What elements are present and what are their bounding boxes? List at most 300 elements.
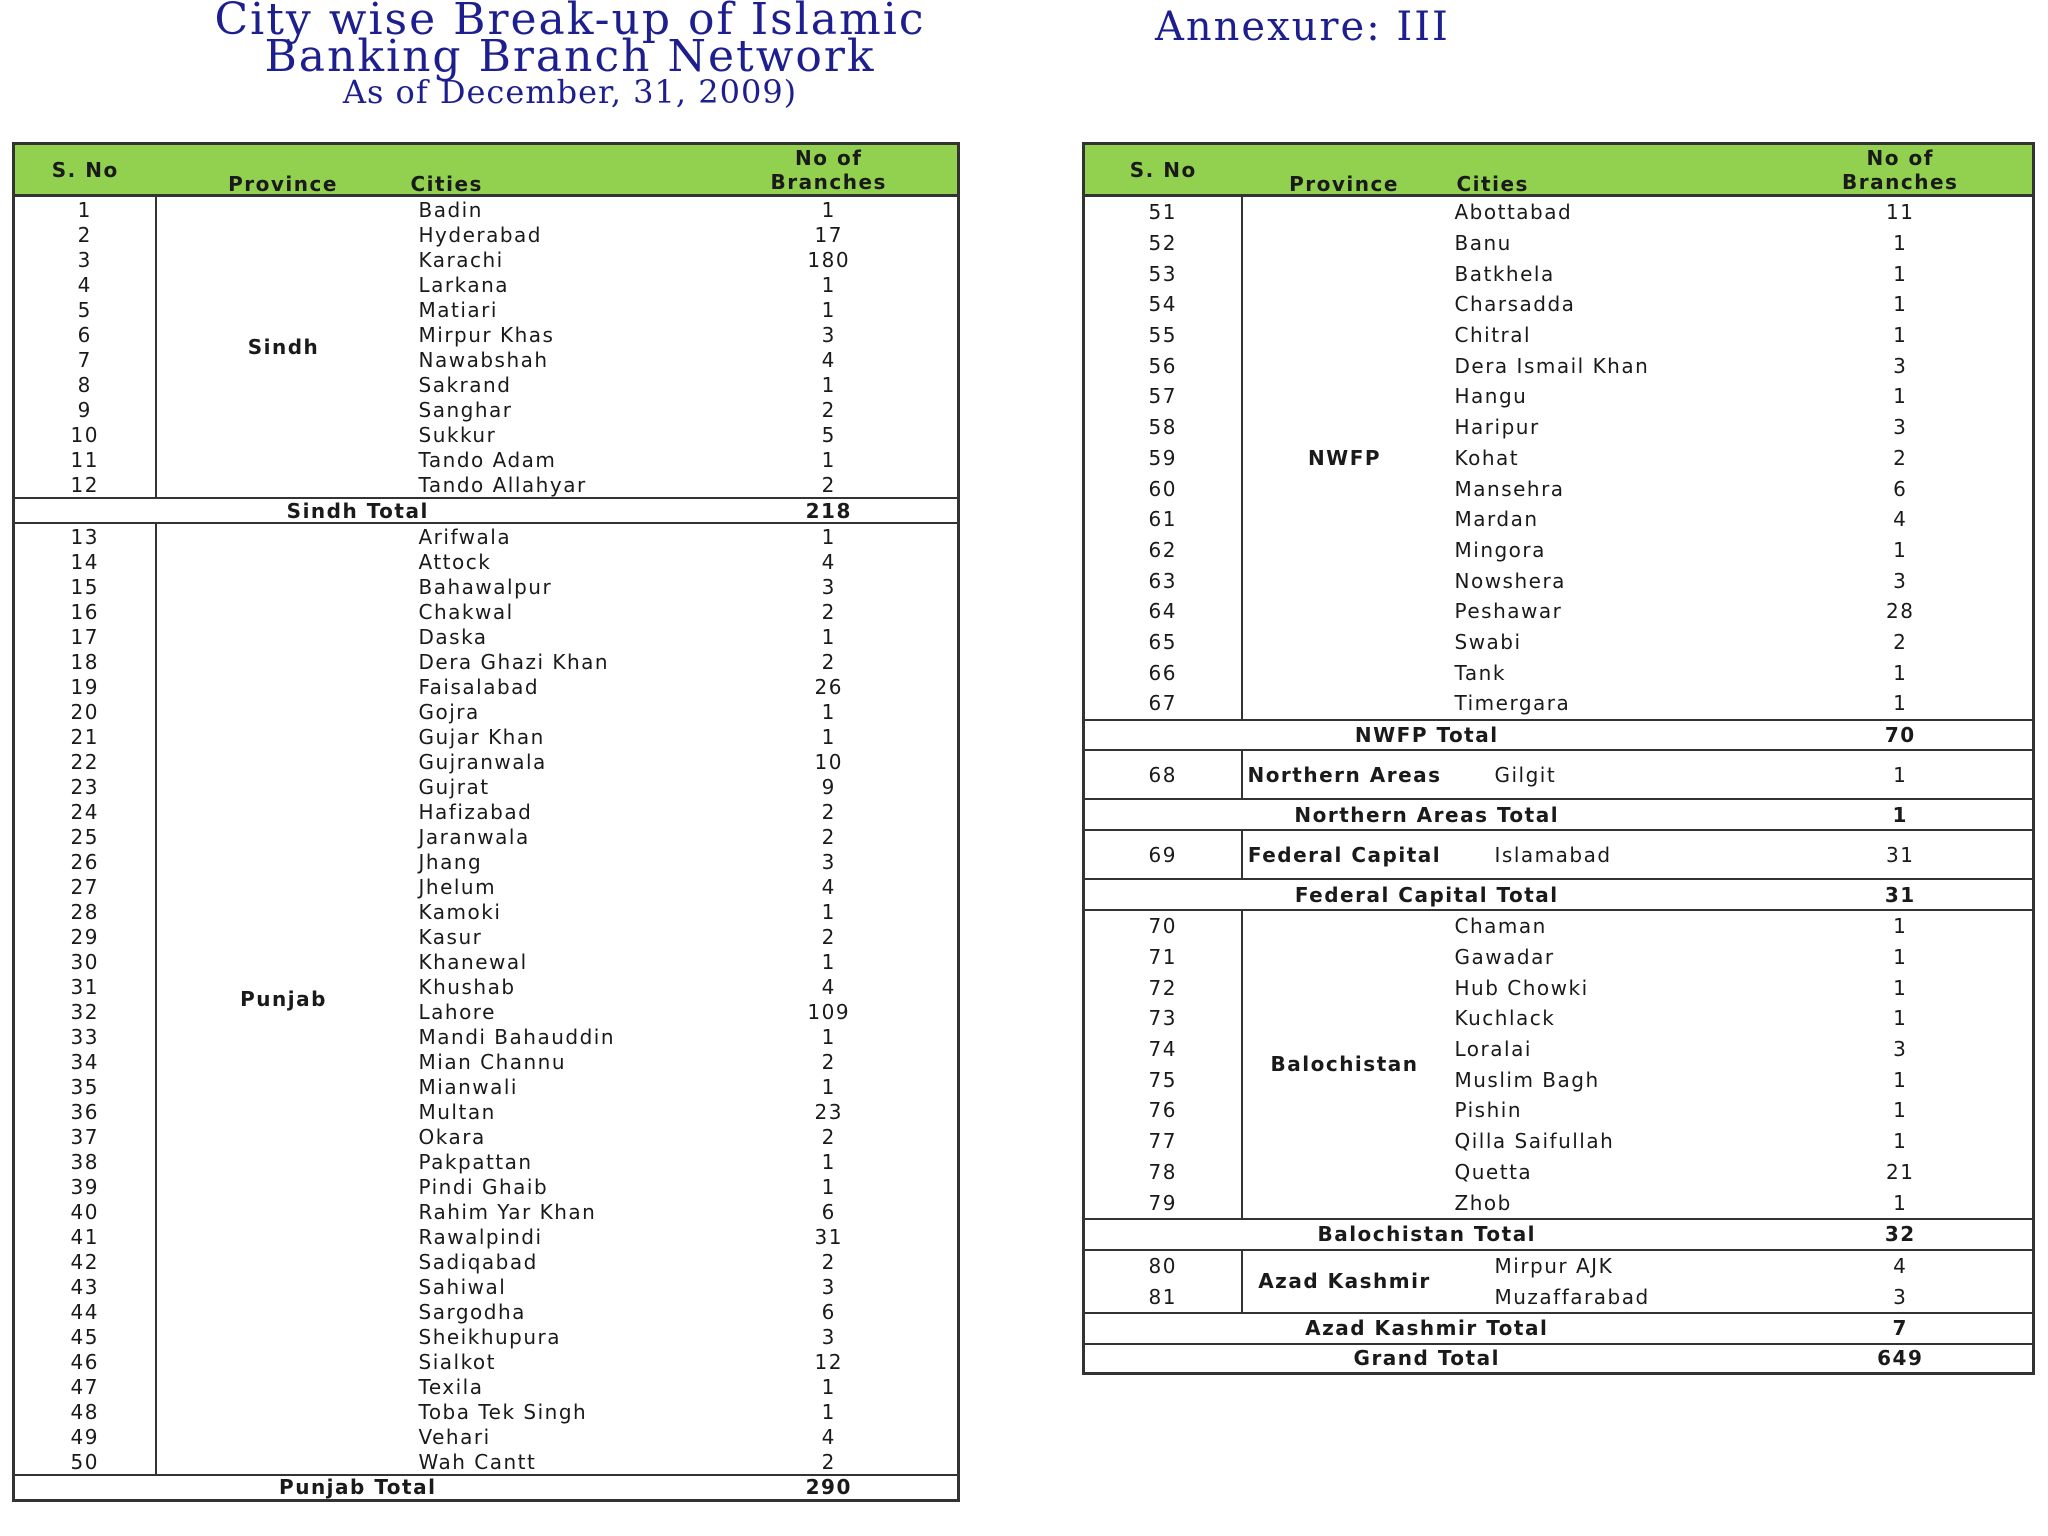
serial-number: 81 — [1084, 1281, 1242, 1313]
city-name: Rahim Yar Khan — [418, 1199, 597, 1224]
branch-count: 6 — [821, 1299, 836, 1324]
table-row — [14, 949, 959, 974]
branch-count: 2 — [1893, 629, 1908, 654]
city-name: Zhob — [1454, 1190, 1512, 1215]
branch-count: 9 — [821, 774, 836, 799]
city-name: Larkana — [418, 272, 510, 297]
table-row — [14, 899, 959, 924]
serial-number: 72 — [1084, 972, 1242, 1003]
table-row — [1084, 350, 2034, 381]
branch-count: 1 — [1893, 914, 1908, 939]
serial-number: 60 — [1084, 473, 1242, 504]
table-row — [14, 999, 959, 1024]
branch-count: 3 — [1893, 568, 1908, 593]
serial-number: 38 — [14, 1149, 156, 1174]
branch-count: 3 — [1893, 1037, 1908, 1062]
table-row — [14, 247, 959, 272]
table-row — [14, 724, 959, 749]
serial-number: 78 — [1084, 1156, 1242, 1187]
city-name: Kuchlack — [1454, 1006, 1556, 1031]
branch-count: 31 — [814, 1224, 843, 1249]
city-name: Arifwala — [418, 524, 512, 549]
branch-count: 17 — [814, 222, 843, 247]
header-province: Province — [1242, 144, 1447, 196]
table-row — [14, 874, 959, 899]
serial-number: 68 — [1084, 750, 1242, 799]
annexure-label: Annexure: III — [1155, 4, 1450, 50]
table-row — [1084, 412, 2034, 443]
serial-number: 9 — [14, 397, 156, 422]
table-row — [1084, 1034, 2034, 1065]
table-row — [14, 1199, 959, 1224]
header-branches-line1: No of — [795, 146, 863, 170]
table-row — [14, 1299, 959, 1324]
table-row — [14, 272, 959, 297]
city-name: Sargodha — [418, 1299, 526, 1324]
city-name: Pindi Ghaib — [418, 1174, 549, 1199]
serial-number: 35 — [14, 1074, 156, 1099]
city-name: Mian Channu — [418, 1049, 567, 1074]
table-row — [14, 1324, 959, 1349]
table-row — [1084, 688, 2034, 720]
city-name: Hafizabad — [418, 799, 533, 824]
city-name: Karachi — [418, 247, 504, 272]
city-name: Muzaffarabad — [1494, 1284, 1650, 1309]
city-name: Kohat — [1454, 445, 1520, 470]
city-name: Qilla Saifullah — [1454, 1129, 1615, 1154]
table-row — [14, 322, 959, 347]
city-name: Jhelum — [418, 874, 497, 899]
serial-number: 28 — [14, 899, 156, 924]
branch-count: 1 — [821, 949, 836, 974]
city-name: Sahiwal — [418, 1274, 507, 1299]
serial-number: 21 — [14, 724, 156, 749]
subtotal-label: Northern Areas Total — [1084, 799, 1769, 830]
branch-count: 1 — [1893, 537, 1908, 562]
table-row — [1084, 1064, 2034, 1095]
city-name: Attock — [418, 549, 492, 574]
serial-number: 75 — [1084, 1064, 1242, 1095]
table-row — [1084, 1156, 2034, 1187]
subtotal-label: Sindh Total — [14, 498, 701, 523]
city-name: Mianwali — [418, 1074, 518, 1099]
branch-count: 2 — [821, 599, 836, 624]
branch-count: 4 — [821, 974, 836, 999]
serial-number: 27 — [14, 874, 156, 899]
city-name: Islamabad — [1494, 842, 1612, 867]
table-row — [1084, 258, 2034, 289]
province-name: Punjab — [156, 523, 411, 1475]
serial-number: 31 — [14, 974, 156, 999]
city-name: Kamoki — [418, 899, 502, 924]
branch-count: 1 — [821, 1374, 836, 1399]
table-row — [14, 1074, 959, 1099]
table-row — [1084, 504, 2034, 535]
branch-count: 1 — [1893, 691, 1908, 716]
serial-number: 11 — [14, 447, 156, 472]
table-row — [14, 649, 959, 674]
table-row — [14, 196, 959, 223]
branch-count: 1 — [821, 372, 836, 397]
grand-total-label: Grand Total — [1084, 1344, 1769, 1374]
serial-number: 14 — [14, 549, 156, 574]
serial-number: 47 — [14, 1374, 156, 1399]
branch-count: 1 — [1893, 660, 1908, 685]
branch-count: 2 — [821, 1049, 836, 1074]
table-row — [14, 774, 959, 799]
branch-count: 3 — [1893, 353, 1908, 378]
branch-count: 23 — [814, 1099, 843, 1124]
document-title — [120, 0, 1020, 110]
city-name: Gilgit — [1494, 762, 1557, 787]
subtotal-row — [1084, 720, 2034, 751]
branch-count: 31 — [1886, 842, 1915, 867]
table-row — [1084, 196, 2034, 228]
branch-count: 1 — [1893, 762, 1908, 787]
serial-number: 40 — [14, 1199, 156, 1224]
table-row — [14, 372, 959, 397]
branch-count: 2 — [821, 1449, 836, 1474]
serial-number: 32 — [14, 999, 156, 1024]
city-name: Pakpattan — [418, 1149, 533, 1174]
serial-number: 29 — [14, 924, 156, 949]
branch-count: 2 — [821, 397, 836, 422]
branch-count: 12 — [814, 1349, 843, 1374]
branch-count: 3 — [821, 574, 836, 599]
province-name: Northern Areas — [1242, 750, 1447, 799]
branch-count: 1 — [821, 1074, 836, 1099]
table-row — [1084, 972, 2034, 1003]
city-name: Chakwal — [418, 599, 514, 624]
city-name: Sukkur — [418, 422, 497, 447]
branch-count: 10 — [814, 749, 843, 774]
city-name: Mirpur Khas — [418, 322, 555, 347]
serial-number: 39 — [14, 1174, 156, 1199]
header-branches — [1769, 144, 2034, 196]
table-row — [1084, 1250, 2034, 1282]
table-row — [1084, 942, 2034, 973]
header-branches-line2: Branches — [770, 170, 887, 194]
city-name: Tank — [1454, 660, 1506, 685]
serial-number: 13 — [14, 523, 156, 549]
city-name: Tando Allahyar — [418, 472, 587, 497]
branch-count: 3 — [821, 322, 836, 347]
serial-number: 59 — [1084, 443, 1242, 474]
table-row — [14, 422, 959, 447]
table-row — [14, 1049, 959, 1074]
branch-count: 1 — [821, 197, 836, 222]
table-row — [1084, 228, 2034, 259]
table-row — [14, 849, 959, 874]
serial-number: 19 — [14, 674, 156, 699]
branch-count: 21 — [1886, 1159, 1915, 1184]
subtotal-value: 32 — [1769, 1219, 2034, 1250]
city-name: Lahore — [418, 999, 496, 1024]
branch-count: 28 — [1886, 599, 1915, 624]
city-name: Texila — [418, 1374, 484, 1399]
city-name: Daska — [418, 624, 488, 649]
serial-number: 2 — [14, 222, 156, 247]
table-row — [1084, 1095, 2034, 1126]
city-name: Timergara — [1454, 691, 1571, 716]
city-name: Mingora — [1454, 537, 1546, 562]
city-name: Gujar Khan — [418, 724, 545, 749]
branch-count: 1 — [1893, 261, 1908, 286]
table-row — [1084, 750, 2034, 799]
branch-count: 1 — [1893, 323, 1908, 348]
serial-number: 43 — [14, 1274, 156, 1299]
subtotal-row — [1084, 1313, 2034, 1344]
serial-number: 74 — [1084, 1034, 1242, 1065]
branch-count: 180 — [807, 247, 851, 272]
serial-number: 67 — [1084, 688, 1242, 720]
branch-count: 1 — [821, 524, 836, 549]
serial-number: 8 — [14, 372, 156, 397]
serial-number: 18 — [14, 649, 156, 674]
city-name: Gujranwala — [418, 749, 547, 774]
city-name: Dera Ghazi Khan — [418, 649, 610, 674]
branch-count: 1 — [821, 1149, 836, 1174]
header-sno: S. No — [1084, 144, 1242, 196]
subtotal-label: Azad Kashmir Total — [1084, 1313, 1769, 1344]
table-row — [14, 222, 959, 247]
serial-number: 65 — [1084, 627, 1242, 658]
table-row — [14, 397, 959, 422]
table-row — [14, 599, 959, 624]
branch-count: 4 — [821, 347, 836, 372]
branch-count: 109 — [807, 999, 851, 1024]
city-name: Peshawar — [1454, 599, 1563, 624]
serial-number: 79 — [1084, 1187, 1242, 1219]
branch-count: 4 — [821, 1424, 836, 1449]
city-name: Haripur — [1454, 415, 1540, 440]
table-row — [1084, 596, 2034, 627]
branch-count: 2 — [821, 1124, 836, 1149]
city-name: Banu — [1454, 231, 1512, 256]
serial-number: 12 — [14, 472, 156, 498]
table-row — [14, 924, 959, 949]
subtotal-row — [1084, 879, 2034, 910]
table-row — [14, 472, 959, 498]
serial-number: 37 — [14, 1124, 156, 1149]
serial-number: 53 — [1084, 258, 1242, 289]
branch-count: 1 — [821, 1174, 836, 1199]
serial-number: 15 — [14, 574, 156, 599]
serial-number: 77 — [1084, 1126, 1242, 1157]
branch-count: 4 — [821, 549, 836, 574]
table-row — [14, 1424, 959, 1449]
table-row — [14, 447, 959, 472]
province-name: Balochistan — [1242, 910, 1447, 1219]
header-branches — [701, 144, 959, 196]
table-row — [14, 1399, 959, 1424]
serial-number: 57 — [1084, 381, 1242, 412]
branch-count: 6 — [1893, 476, 1908, 501]
branch-count: 1 — [1893, 1006, 1908, 1031]
city-name: Okara — [418, 1124, 486, 1149]
city-name: Hub Chowki — [1454, 975, 1589, 1000]
table-row — [1084, 1126, 2034, 1157]
branch-count: 1 — [821, 899, 836, 924]
serial-number: 48 — [14, 1399, 156, 1424]
table-row — [14, 1449, 959, 1475]
serial-number: 49 — [14, 1424, 156, 1449]
header-cities: Cities — [411, 144, 701, 196]
city-name: Wah Cantt — [418, 1449, 537, 1474]
branch-count: 2 — [821, 924, 836, 949]
city-name: Khushab — [418, 974, 516, 999]
branch-count: 2 — [821, 1249, 836, 1274]
subtotal-row — [1084, 799, 2034, 830]
serial-number: 4 — [14, 272, 156, 297]
serial-number: 51 — [1084, 196, 1242, 228]
branch-count: 2 — [821, 472, 836, 497]
serial-number: 5 — [14, 297, 156, 322]
serial-number: 16 — [14, 599, 156, 624]
city-name: Matiari — [418, 297, 498, 322]
branch-count: 1 — [821, 1024, 836, 1049]
title-line-2: Banking Branch Network — [264, 31, 876, 82]
branch-count: 3 — [821, 849, 836, 874]
serial-number: 1 — [14, 196, 156, 223]
city-name: Tando Adam — [418, 447, 557, 472]
subtotal-label: Balochistan Total — [1084, 1219, 1769, 1250]
city-name: Nowshera — [1454, 568, 1566, 593]
serial-number: 23 — [14, 774, 156, 799]
serial-number: 71 — [1084, 942, 1242, 973]
table-row — [1084, 289, 2034, 320]
table-row — [1084, 627, 2034, 658]
city-name: Bahawalpur — [418, 574, 553, 599]
branch-count: 1 — [1893, 384, 1908, 409]
title-line-1: City wise Break-up of Islamic — [214, 0, 926, 45]
table-row — [1084, 1003, 2034, 1034]
branch-count: 4 — [1893, 507, 1908, 532]
city-name: Pishin — [1454, 1098, 1523, 1123]
serial-number: 61 — [1084, 504, 1242, 535]
branch-count: 1 — [821, 272, 836, 297]
serial-number: 6 — [14, 322, 156, 347]
city-name: Batkhela — [1454, 261, 1555, 286]
province-name: Federal Capital — [1242, 830, 1447, 879]
serial-number: 44 — [14, 1299, 156, 1324]
table-row — [14, 1024, 959, 1049]
table-row — [14, 1124, 959, 1149]
table-row — [14, 297, 959, 322]
serial-number: 36 — [14, 1099, 156, 1124]
city-name: Mansehra — [1454, 476, 1565, 501]
serial-number: 10 — [14, 422, 156, 447]
city-name: Faisalabad — [418, 674, 540, 699]
branch-count: 2 — [821, 799, 836, 824]
serial-number: 55 — [1084, 320, 1242, 351]
serial-number: 3 — [14, 247, 156, 272]
table-row — [14, 699, 959, 724]
branch-count: 4 — [821, 874, 836, 899]
table-row — [1084, 830, 2034, 879]
branch-count: 1 — [1893, 292, 1908, 317]
branch-count: 1 — [821, 699, 836, 724]
city-name: Gawadar — [1454, 945, 1555, 969]
table-row — [14, 674, 959, 699]
table-row — [14, 1249, 959, 1274]
serial-number: 54 — [1084, 289, 1242, 320]
table-row — [14, 1099, 959, 1124]
serial-number: 66 — [1084, 657, 1242, 688]
branch-count: 1 — [1893, 1067, 1908, 1092]
branch-count: 26 — [814, 674, 843, 699]
branch-count: 4 — [1893, 1253, 1908, 1278]
city-name: Quetta — [1454, 1159, 1533, 1184]
subtotal-value: 290 — [701, 1475, 959, 1500]
branch-count: 1 — [1893, 1190, 1908, 1215]
table-row — [14, 1149, 959, 1174]
city-name: Mandi Bahauddin — [418, 1024, 616, 1049]
city-name: Nawabshah — [418, 347, 549, 372]
branch-count: 3 — [821, 1324, 836, 1349]
subtotal-label: Punjab Total — [14, 1475, 701, 1500]
branch-count: 1 — [821, 297, 836, 322]
table-row — [14, 1274, 959, 1299]
table-row — [14, 799, 959, 824]
table-row — [14, 624, 959, 649]
serial-number: 30 — [14, 949, 156, 974]
table-row — [1084, 473, 2034, 504]
table-row — [1084, 1187, 2034, 1219]
table-row — [14, 523, 959, 549]
city-name: Toba Tek Singh — [418, 1399, 588, 1424]
branch-count: 1 — [821, 724, 836, 749]
province-name: Azad Kashmir — [1242, 1250, 1447, 1313]
header-branches-line2: Branches — [1842, 170, 1959, 194]
serial-number: 76 — [1084, 1095, 1242, 1126]
table-row — [1084, 320, 2034, 351]
serial-number: 34 — [14, 1049, 156, 1074]
serial-number: 73 — [1084, 1003, 1242, 1034]
branch-count: 1 — [1893, 1129, 1908, 1154]
serial-number: 17 — [14, 624, 156, 649]
city-name: Abottabad — [1454, 200, 1573, 225]
serial-number: 22 — [14, 749, 156, 774]
branch-count: 2 — [821, 649, 836, 674]
city-name: Swabi — [1454, 629, 1522, 654]
subtotal-label: NWFP Total — [1084, 720, 1769, 751]
city-name: Hangu — [1454, 384, 1528, 409]
serial-number: 24 — [14, 799, 156, 824]
serial-number: 63 — [1084, 565, 1242, 596]
subtotal-row — [1084, 1219, 2034, 1250]
city-name: Muslim Bagh — [1454, 1067, 1600, 1092]
serial-number: 56 — [1084, 350, 1242, 381]
subtotal-value: 70 — [1769, 720, 2034, 751]
province-name: NWFP — [1242, 196, 1447, 720]
serial-number: 25 — [14, 824, 156, 849]
subtotal-value: 31 — [1769, 879, 2034, 910]
city-name: Sheikhupura — [418, 1324, 562, 1349]
grand-total-value: 649 — [1769, 1344, 2034, 1374]
grand-total-row — [1084, 1344, 2034, 1374]
branch-count: 1 — [821, 1399, 836, 1424]
city-name: Chitral — [1454, 323, 1532, 348]
city-name: Jaranwala — [418, 824, 530, 849]
subtotal-row — [14, 498, 959, 523]
serial-number: 58 — [1084, 412, 1242, 443]
branch-count: 1 — [1893, 945, 1908, 969]
serial-number: 42 — [14, 1249, 156, 1274]
serial-number: 7 — [14, 347, 156, 372]
branch-count: 11 — [1886, 200, 1915, 225]
city-name: Kasur — [418, 924, 483, 949]
